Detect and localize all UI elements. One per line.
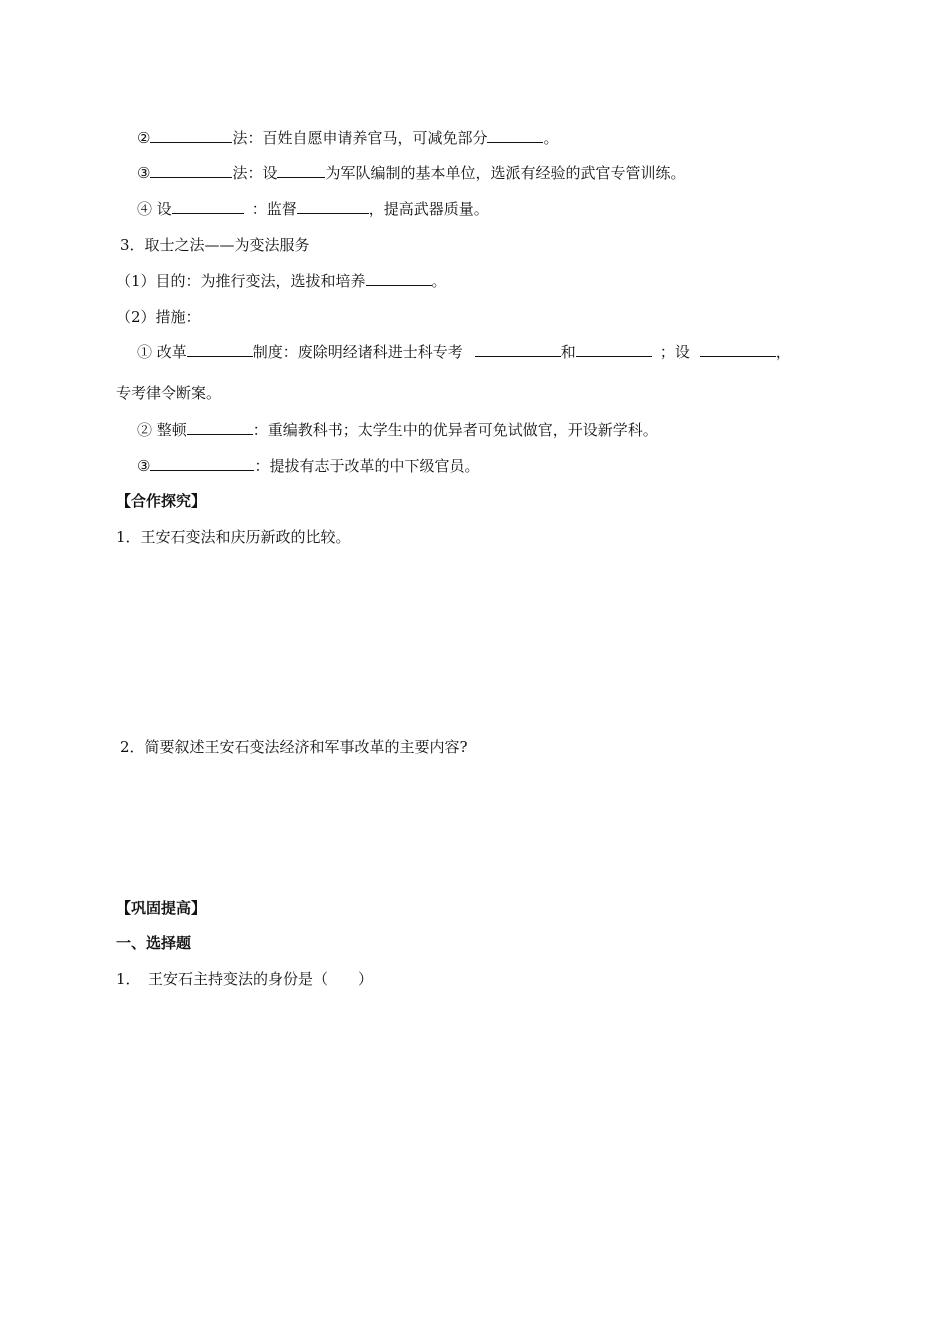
item-marker: ② 整顿 bbox=[137, 421, 187, 439]
answer-blank[interactable] bbox=[487, 128, 543, 143]
item-marker: ③ bbox=[137, 457, 151, 475]
answer-blank[interactable] bbox=[297, 199, 369, 214]
blank-line-weapons: ④ 设 ：监督 ，提高武器质量。 bbox=[137, 200, 489, 218]
item-marker: ④ 设 bbox=[137, 200, 172, 218]
answer-blank[interactable] bbox=[150, 128, 232, 143]
answer-blank[interactable] bbox=[150, 456, 254, 471]
blank-line-rectify: ② 整顿 ：重编教科书；太学生中的优异者可免试做官，开设新学科。 bbox=[137, 421, 658, 439]
answer-blank[interactable] bbox=[172, 199, 244, 214]
answer-blank[interactable] bbox=[277, 163, 325, 178]
multiple-choice-heading: 一、选择题 bbox=[116, 934, 192, 952]
answer-blank[interactable] bbox=[150, 163, 232, 178]
item-marker: ② bbox=[137, 129, 151, 147]
section-title-exam-law: 3．取士之法——为变法服务 bbox=[120, 236, 310, 254]
blank-line-promote: ③ ：提拔有志于改革的中下级官员。 bbox=[137, 457, 480, 475]
item-marker: ③ bbox=[137, 164, 151, 182]
blank-line-purpose: （1）目的：为推行变法，选拔和培养 。 bbox=[116, 272, 447, 290]
blank-line-army-law: ③ 法：设 为军队编制的基本单位，选派有经验的武官专管训练。 bbox=[137, 164, 686, 182]
item-marker: ① 改革 bbox=[137, 343, 187, 361]
answer-blank[interactable] bbox=[700, 342, 776, 357]
cooperation-question-2: 2．简要叙述王安石变法经济和军事改革的主要内容? bbox=[120, 738, 468, 756]
answer-blank[interactable] bbox=[187, 420, 253, 435]
answer-blank[interactable] bbox=[475, 342, 561, 357]
cooperation-question-1: 1．王安石变法和庆历新政的比较。 bbox=[116, 528, 351, 546]
blank-line-reform-exam: ① 改革 制度：废除明经诸科进士科专考 和 ；设 ， bbox=[137, 343, 791, 361]
measures-label: （2）措施： bbox=[116, 308, 201, 326]
choice-question-1: 1． 王安石主持变法的身份是（ ） bbox=[116, 970, 374, 988]
answer-blank[interactable] bbox=[366, 271, 432, 286]
answer-blank[interactable] bbox=[187, 342, 253, 357]
blank-line-horse-law: ② 法：百姓自愿申请养官马，可减免部分 。 bbox=[137, 129, 559, 147]
consolidation-heading: 【巩固提高】 bbox=[116, 899, 207, 917]
cooperation-heading: 【合作探究】 bbox=[116, 492, 207, 510]
answer-blank[interactable] bbox=[576, 342, 652, 357]
continuation-text: 专考律令断案。 bbox=[116, 384, 222, 402]
